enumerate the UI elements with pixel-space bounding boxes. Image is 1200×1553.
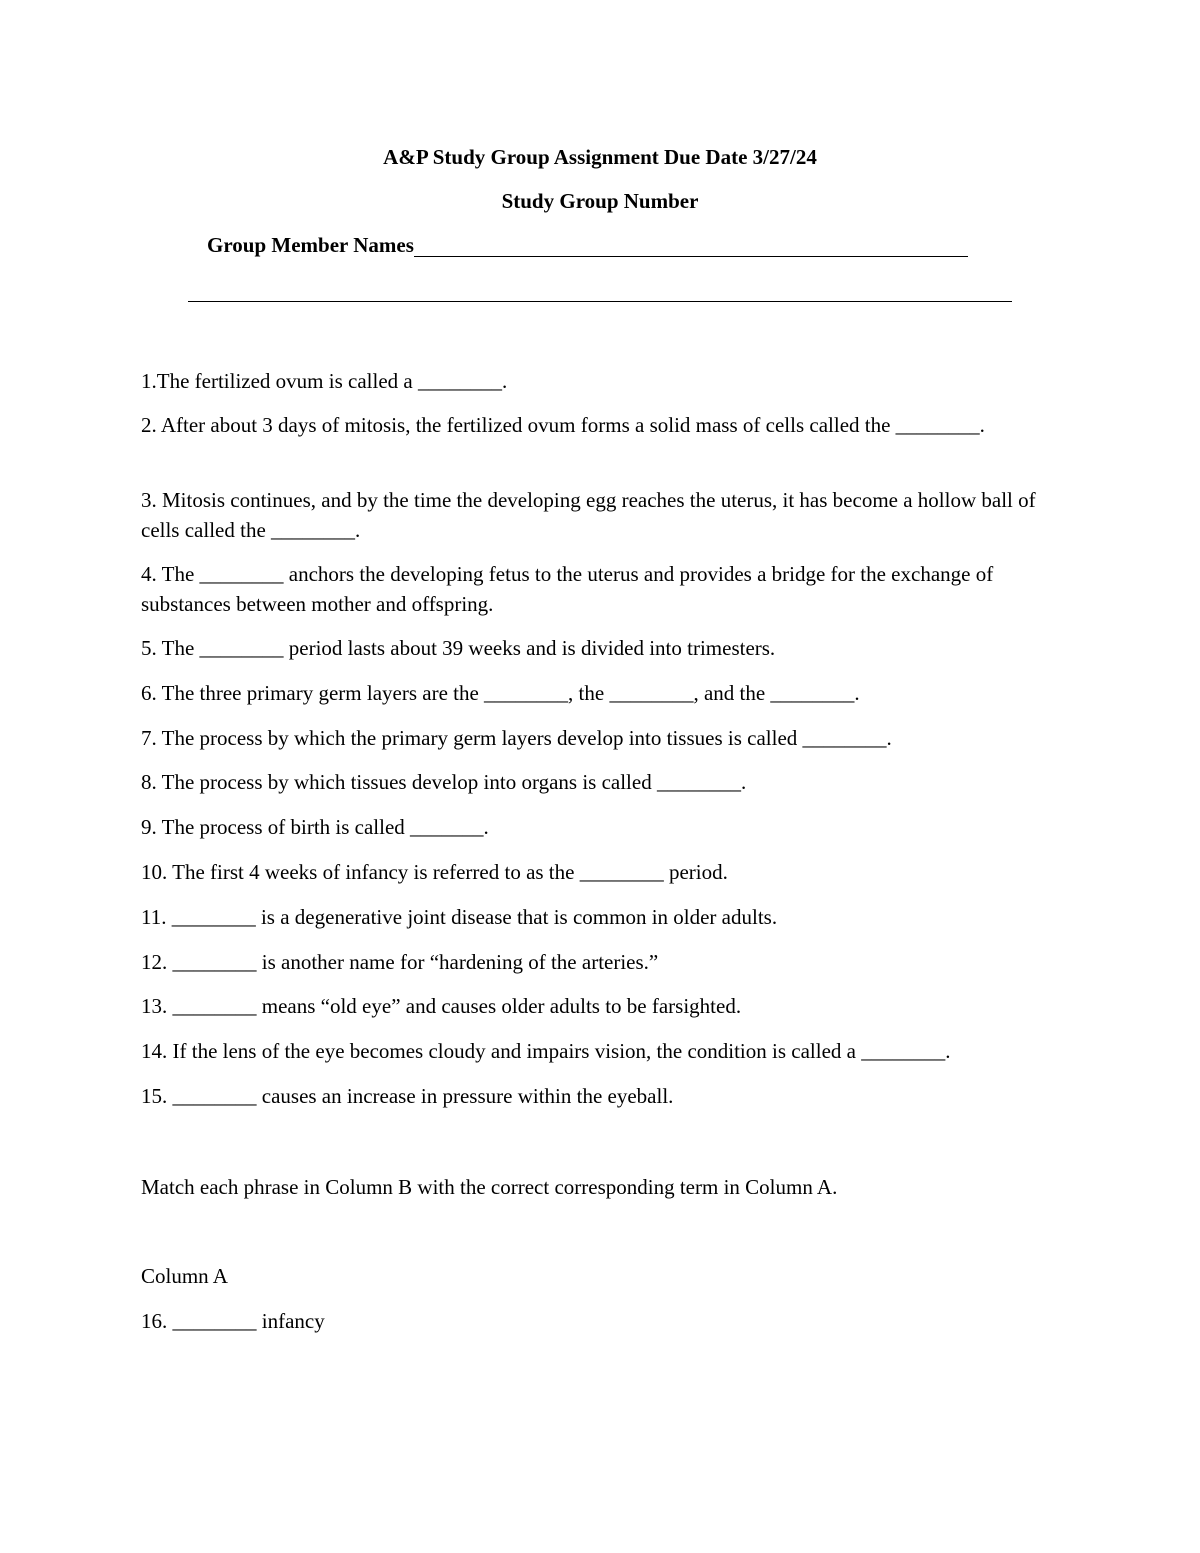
matching-item-16: 16. ________ infancy bbox=[141, 1309, 325, 1333]
group-member-names-line-2 bbox=[188, 301, 1012, 302]
question-9: 9. The process of birth is called _______. bbox=[141, 815, 489, 839]
question-11: 11. ________ is a degenerative joint disease that is common in older adults. bbox=[141, 905, 778, 929]
document-title: A&P Study Group Assignment Due Date 3/27/24 bbox=[383, 145, 817, 169]
question-2: 2. After about 3 days of mitosis, the fertilized ovum forms a solid mass of cells called the ________. bbox=[141, 413, 985, 437]
question-15: 15. ________ causes an increase in pressure within the eyeball. bbox=[141, 1084, 674, 1108]
question-3: 3. Mitosis continues, and by the time the developing egg reaches the uterus, it has become a hollow ball of cells called the ________. bbox=[141, 488, 1036, 542]
question-1: 1.The fertilized ovum is called a ________. bbox=[141, 369, 508, 393]
question-8: 8. The process by which tissues develop into organs is called ________. bbox=[141, 770, 747, 794]
group-member-names-label: Group Member Names bbox=[207, 233, 414, 257]
group-member-names-line bbox=[414, 233, 968, 257]
column-a-heading: Column A bbox=[141, 1264, 228, 1288]
question-4: 4. The ________ anchors the developing fetus to the uterus and provides a bridge for the exchange of substances between mother and offspring. bbox=[141, 562, 994, 616]
question-14: 14. If the lens of the eye becomes cloudy and impairs vision, the condition is called a ________. bbox=[141, 1039, 951, 1063]
question-7: 7. The process by which the primary germ layers develop into tissues is called ________. bbox=[141, 726, 892, 750]
question-5: 5. The ________ period lasts about 39 weeks and is divided into trimesters. bbox=[141, 636, 776, 660]
group-member-names-row bbox=[207, 233, 968, 257]
question-13: 13. ________ means “old eye” and causes older adults to be farsighted. bbox=[141, 994, 742, 1018]
question-6: 6. The three primary germ layers are the ________, the ________, and the ________. bbox=[141, 681, 860, 705]
question-12: 12. ________ is another name for “hardening of the arteries.” bbox=[141, 950, 659, 974]
matching-instruction: Match each phrase in Column B with the correct corresponding term in Column A. bbox=[141, 1175, 838, 1199]
question-10: 10. The first 4 weeks of infancy is referred to as the ________ period. bbox=[141, 860, 728, 884]
study-group-number-label: Study Group Number bbox=[501, 189, 699, 213]
